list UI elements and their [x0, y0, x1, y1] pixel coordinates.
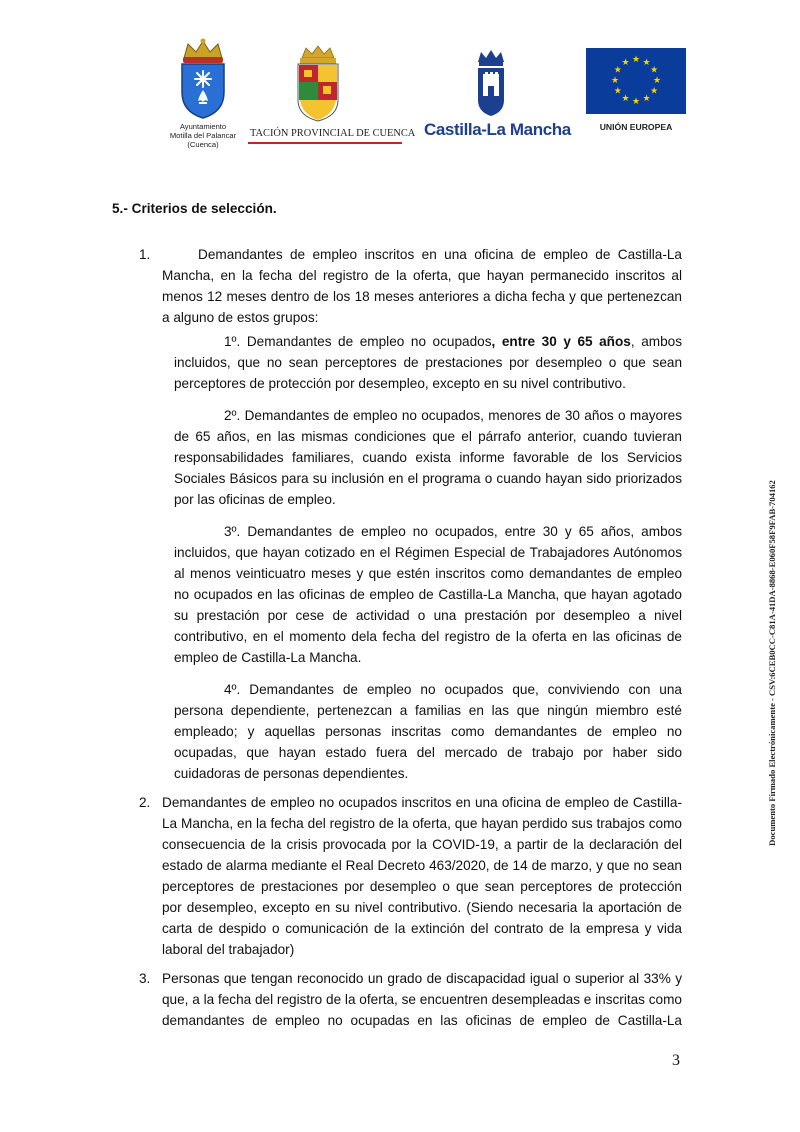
criteria-number: 3. — [139, 971, 151, 986]
subitem-text: Demandantes de empleo no ocupados que, conviviendo con una persona dependiente, pertenezcan a familias en las que ningún miembro esté empleado; y aquellas personas inscritas como demandantes de empleo no ocupadas, que hayan estado fuera del mercado de trabajo por haber sido cuidadoras de personas dependientes. — [174, 682, 682, 781]
subitem-text: Demandantes de empleo no ocupados, menores de 30 años o mayores de 65 años, en las mismas condiciones que el párrafo anterior, cuando tuvieran responsabilidades familiares, cuando exista informe favorable de los Servicios Sociales Básicos para su inclusión en el programa o cuando hayan sido priorizados por las oficinas de empleo. — [174, 408, 682, 507]
criteria-subitem — [174, 679, 682, 784]
eu-name: UNIÓN EUROPEA — [599, 122, 673, 132]
clm-castle-icon — [424, 48, 558, 116]
eu-logo — [586, 48, 686, 138]
ayuntamiento-name-line: Ayuntamiento — [179, 122, 227, 131]
ayuntamiento-name-line: Motilla del Palancar — [169, 131, 237, 140]
subitem-label: 1º. — [224, 334, 241, 349]
ayuntamiento-logo — [160, 38, 246, 158]
eu-flag-icon — [586, 48, 686, 114]
document-body — [112, 198, 682, 1031]
diputacion-logo — [248, 44, 416, 144]
page-number: 3 — [672, 1052, 680, 1069]
subitem-bold-text: , entre 30 y 65 años — [491, 334, 631, 349]
signature-csv-text: Documento Firmado Electrónicamente - CSV:6CEB0CC-C81A-41DA-8868-E060F58F9FAB-704162 — [767, 480, 777, 846]
clm-name: Castilla-La Mancha — [424, 120, 571, 139]
ayuntamiento-name-line: (Cuenca) — [187, 140, 219, 149]
diputacion-coat-of-arms-icon — [248, 44, 404, 122]
criteria-text: Demandantes de empleo inscritos en una oficina de empleo de Castilla-La Mancha, en la fecha del registro de la oferta, que hayan permanecido inscritos al menos 12 meses dentro de los 18 meses anteriores a dicha fecha y que pertenezcan a alguno de estos grupos: — [162, 247, 682, 325]
svg-text:★: ★ — [642, 57, 651, 68]
clm-logo — [424, 48, 571, 148]
subitem-text: Demandantes de empleo no ocupados, entre 30 y 65 años, ambos incluidos, que hayan cotizado en el Régimen Especial de Trabajadores Autónomos al menos veinticuatro meses y que estén inscritos como demandantes de empleo no ocupados en las oficinas de empleo de Castilla-La Mancha, que hayan agotado su prestación por cese de actividad o una prestación por desempleo a nivel contributivo, en el momento dela fecha del registro de la oferta en las oficinas de empleo de Castilla-La Mancha. — [174, 524, 682, 665]
criteria-subitem — [174, 405, 682, 510]
subitem-text: Demandantes de empleo no ocupados — [240, 334, 492, 349]
svg-text:★: ★ — [613, 65, 622, 76]
criteria-subitem — [174, 521, 682, 668]
subitem-label: 4º. — [224, 682, 241, 697]
criteria-text: Personas que tengan reconocido un grado de discapacidad igual o superior al 33% y que, a la fecha del registro de la oferta, se encuentren desempleadas e inscritas como demandantes de empleo no ocupadas en las oficinas de empleo de Castilla-La — [162, 971, 682, 1028]
svg-text:★: ★ — [650, 65, 659, 76]
section-title: 5.- Criterios de selección. — [112, 201, 277, 216]
subitem-label: 2º. — [224, 408, 241, 423]
page-header — [0, 0, 800, 175]
svg-text:★: ★ — [631, 55, 641, 65]
criteria-subitem — [174, 331, 682, 394]
svg-text:★: ★ — [642, 94, 651, 105]
svg-text:★: ★ — [621, 94, 630, 105]
svg-text:★: ★ — [610, 76, 620, 86]
diputacion-underline — [248, 142, 402, 144]
electronic-signature-stamp — [762, 458, 782, 868]
criteria-text: Demandantes de empleo no ocupados inscritos en una oficina de empleo de Castilla-La Mancha, en la fecha del registro de la oferta, que hayan perdido sus trabajos como consecuencia de la crisis provocada por la COVID-19, a partir de la declaración del estado de alarma mediante el Real Decreto 463/2020, de 14 de marzo, y que no sean perceptores de prestaciones por desempleo o que sean perceptores de protección por desempleo, excepto en su nivel contributivo. (Siendo necesaria la aportación de carta de despido o comunicación de la extinción del contrato de la empresa y vida laboral del trabajador) — [162, 795, 682, 957]
criteria-item — [112, 968, 682, 1031]
svg-text:★: ★ — [652, 76, 662, 86]
criteria-item — [112, 244, 682, 784]
svg-text:★: ★ — [621, 57, 630, 68]
subitem-text: , ambos incluidos, que no sean perceptores de prestaciones por desempleo o que sean perceptores de protección por desempleo, excepto en su nivel contributivo. — [174, 334, 682, 391]
svg-text:★: ★ — [631, 97, 641, 107]
svg-text:★: ★ — [613, 86, 622, 97]
criteria-number: 1. — [139, 247, 151, 262]
ayuntamiento-coat-of-arms-icon — [160, 38, 246, 120]
subitem-label: 3º. — [224, 524, 241, 539]
svg-text:★: ★ — [650, 86, 659, 97]
criteria-number: 2. — [139, 795, 151, 810]
diputacion-name: TACIÓN PROVINCIAL DE CUENCA — [250, 128, 416, 139]
criteria-item — [112, 792, 682, 960]
